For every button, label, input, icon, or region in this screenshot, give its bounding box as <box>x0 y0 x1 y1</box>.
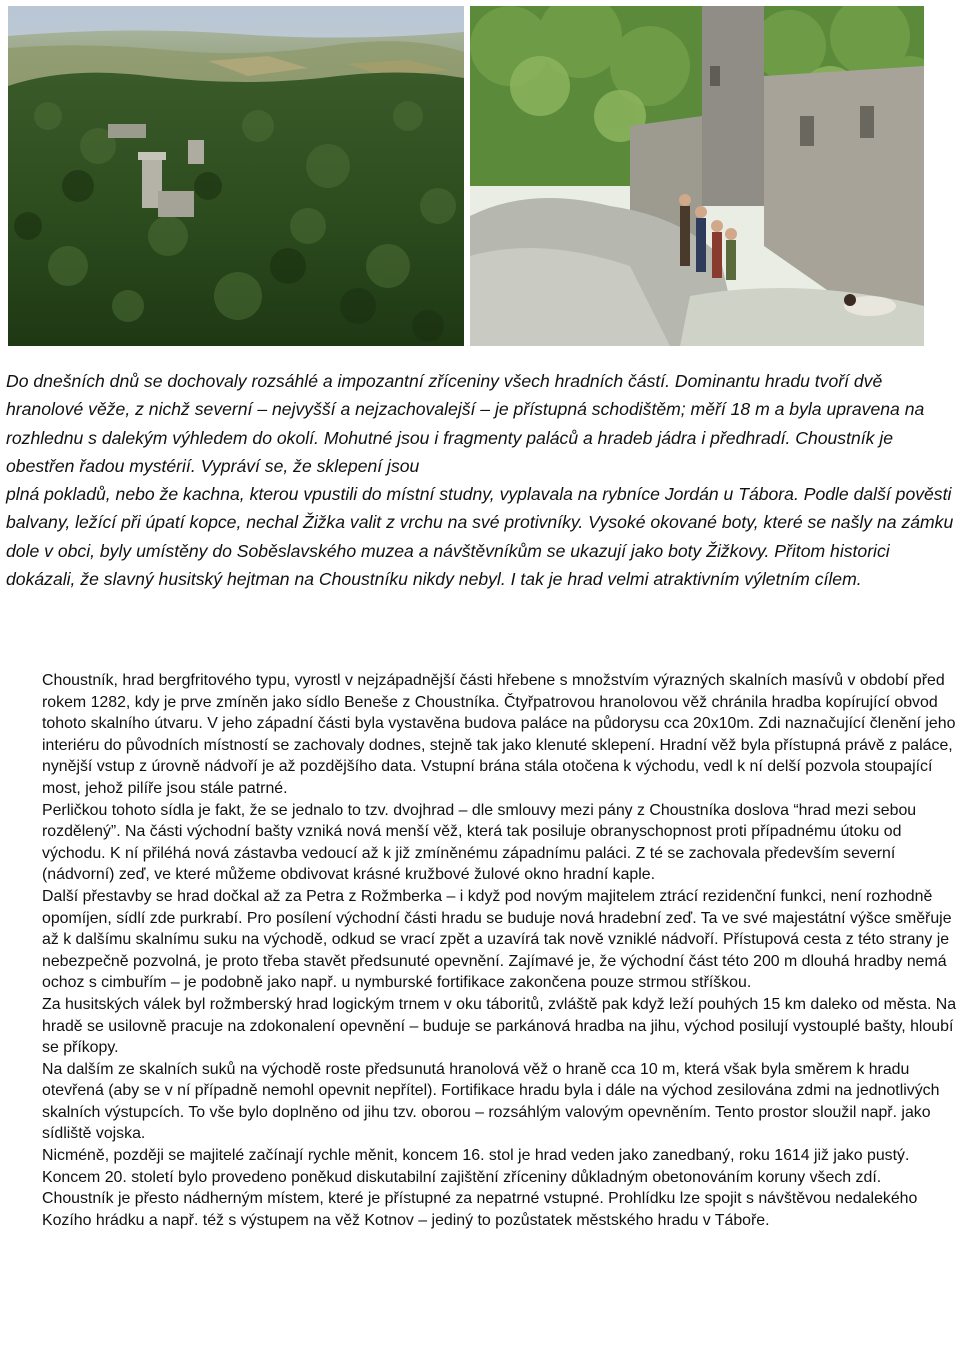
history-paragraph-2: Perličkou tohoto sídla je fakt, že se jednalo to tzv. dvojhrad – dle smlouvy mezi pány z Choustníka doslova “hrad mezi sebou rozdělený”. Na části východní bašty vzniká nová menší věž, která tak posiluje obranyschopnost proti případnému útoku od východu. K ní přiléhá nová zástavba vedoucí až k již zmíněnému západnímu paláci. Z té se zachovala především severní (nádvorní) zeď, ve které můžeme obdivovat krásné kružbové žulové okno hradní kaple. <box>42 801 917 884</box>
intro-paragraph-1: Do dnešních dnů se dochovaly rozsáhlé a impozantní zříceniny všech hradních částí. Dominantu hradu tvoří dvě hranolové věže, z nichž severní – nejvyšší a nejzachovalejší – je přístupná schodištěm; měří 18 m a byla upravena na rozhlednu s dalekým výhledem do okolí. Mohutné jsou i fragmenty paláců a hradeb jádra i předhradí. Choustník je obestřen řadou mystérií. Vypráví se, že sklepení jsou <box>6 371 925 476</box>
castle-ruins-visitors-photo <box>470 6 924 346</box>
history-paragraph-6: Nicméně, později se majitelé začínají rychle měnit, koncem 16. stol je hrad veden jako zanedbaný, roku 1614 již jako pustý. Koncem 20. století bylo provedeno poněkud diskutabilní zajištění zříceniny důkladným obetonováním koruny všech zdí. <box>42 1147 910 1186</box>
intro-text <box>6 367 958 593</box>
intro-paragraph-2: plná pokladů, nebo že kachna, kterou vpustili do místní studny, vyplavala na rybníce Jordán u Tábora. Podle další pověsti balvany, ležící při úpatí kopce, nechal Žižka valit z vrchu na své protivníky. Vysoké okované boty, které se našly na zámku dole v obci, byly umístěny do Soběslavského muzea a návštěvníkům se ukazují jako boty Žižkovy. Přitom historici dokázali, že slavný husitský hejtman na Choustníku nikdy nebyl. I tak je hrad velmi atraktivním výletním cílem. <box>6 484 954 590</box>
history-paragraph-3: Další přestavby se hrad dočkal až za Petra z Rožmberka – i když pod novým majitelem ztrácí rezidenční funkci, není rozhodně opomíjen, sídlí zde purkrabí. Pro posílení východní části hradu se buduje nová hradební zeď. Ta ve své majestátní výšce směřuje až k dalšímu skalnímu suku na východě, odkud se vrací zpět a uzavírá tak nově vzniklé nádvoří. Přístupová cesta z této strany je nebezpečně pozvolná, je proto třeba stavět předsunuté opevnění. Zajímavé je, že východní část této 200 m dlouhá hradby nemá ochoz s cimbuřím – je podobně jako např. u nymburské fortifikace zakončena pouze strmou stříškou. <box>42 887 952 992</box>
history-paragraph-7: Choustník je přesto nádherným místem, které je přístupné za nepatrné vstupné. Prohlídku lze spojit s návštěvou nedalekého Kozího hrádku a např. též s výstupem na věž Kotnov – jediný to pozůstatek městského hradu v Táboře. <box>42 1190 918 1229</box>
history-paragraph-1: Choustník, hrad bergfritového typu, vyrostl v nejzápadnější části hřebene s množstvím výrazných skalních masívů v období před rokem 1282, kdy je prve zmíněn jako sídlo Beneše z Choustníka. Čtyřpatrovou hranolovou věž chránila hradba kopírující obvod tohoto skalního útvaru. V jeho západní části byla vystavěna budova paláce na půdorysu cca 20x10m. Zdi naznačující členění jeho interiéru do původních místností se zachovaly dodnes, stejně tak jako klenuté sklepení. Hradní věž byla přístupná právě z paláce, nynější vstup z úrovně nádvoří je až pozdějšího data. Vstupní brána stála otočena k východu, vedl k ní delší pozvola stoupající most, jehož pilíře jsou stále patrné. <box>42 672 956 797</box>
history-paragraph-4: Za husitských válek byl rožmberský hrad logickým trnem v oku táboritů, zvláště pak když leží pouhých 15 km daleko od města. Na hradě se usilovně pracuje na zdokonalení opevnění – buduje se parkánová hradba na jihu, východ posilují vystouplé bašty, hloubí se příkopy. <box>42 995 957 1057</box>
history-paragraph-5: Na dalším ze skalních suků na východě roste předsunutá hranolová věž o hraně cca 10 m, která však byla směrem k hradu otevřená (aby se v ní případně nemohl opevnit nepřítel). Fortifikace hradu byla i dále na východ zesilována zdmi na jednotlivých skalních výstupcích. To vše bylo doplněno od jihu tzv. oborou – rozsáhlým valovým opevněním. Tento prostor sloužil např. jako sídliště vojska. <box>42 1060 940 1143</box>
aerial-castle-forest-photo <box>8 6 464 346</box>
history-text <box>42 670 960 1231</box>
